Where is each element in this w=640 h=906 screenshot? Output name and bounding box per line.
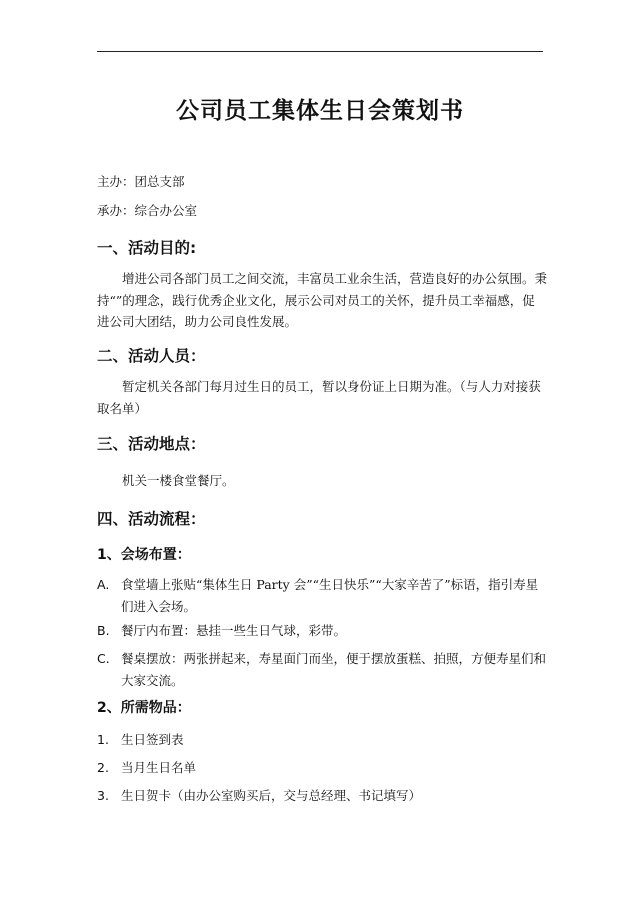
organizer-line: 主办：团总支部 xyxy=(97,174,185,189)
list-marker: B. xyxy=(97,623,110,638)
list-marker: 1. xyxy=(97,732,109,747)
section-body-participants: 暂定机关各部门每月过生日的员工，暂以身份证上日期为准。（与人力对接获取名单） xyxy=(97,379,541,416)
section-heading-process: 四、活动流程： xyxy=(97,510,206,528)
subsection-heading-venue: 1、会场布置： xyxy=(97,547,191,563)
list-marker: 2. xyxy=(97,760,109,775)
section-heading-participants: 二、活动人员： xyxy=(97,347,206,365)
list-item-text: 食堂墙上张贴“集体生日 Party 会”“生日快乐”“大家辛苦了”标语，指引寿星们进入会场。 xyxy=(121,577,539,614)
header-rule xyxy=(97,51,543,52)
list-item xyxy=(97,785,547,807)
co-organizer-line: 承办：综合办公室 xyxy=(97,203,198,218)
list-item-text: 餐厅内布置：悬挂一些生日气球，彩带。 xyxy=(121,623,347,638)
list-item xyxy=(97,620,547,642)
list-item xyxy=(97,757,547,779)
list-item xyxy=(97,648,547,691)
subsection-heading-supplies: 2、所需物品： xyxy=(97,700,191,716)
list-item-text: 生日贺卡（由办公室购买后，交与总经理、书记填写） xyxy=(121,788,422,803)
list-item xyxy=(97,729,547,751)
list-item xyxy=(97,574,547,617)
list-marker: 3. xyxy=(97,788,109,803)
list-marker: A. xyxy=(97,577,110,592)
section-body-location: 机关一楼食堂餐厅。 xyxy=(122,473,235,488)
section-heading-location: 三、活动地点： xyxy=(97,435,206,453)
section-heading-purpose: 一、活动目的: xyxy=(97,239,197,257)
list-item-text: 餐桌摆放：两张拼起来，寿星面门而坐，便于摆放蛋糕、拍照，方便寿星们和大家交流。 xyxy=(121,651,547,688)
section-body-purpose: 增进公司各部门员工之间交流，丰富员工业余生活，营造良好的办公氛围。秉持“”的理念，践行优秀企业文化，展示公司对员工的关怀，提升员工幸福感，促进公司大团结，助力公司良性发展。 xyxy=(97,271,548,329)
list-item-text: 生日签到表 xyxy=(121,732,184,747)
list-marker: C. xyxy=(97,651,110,666)
page-title: 公司员工集体生日会策划书 xyxy=(176,98,464,124)
list-item-text: 当月生日名单 xyxy=(121,760,197,775)
